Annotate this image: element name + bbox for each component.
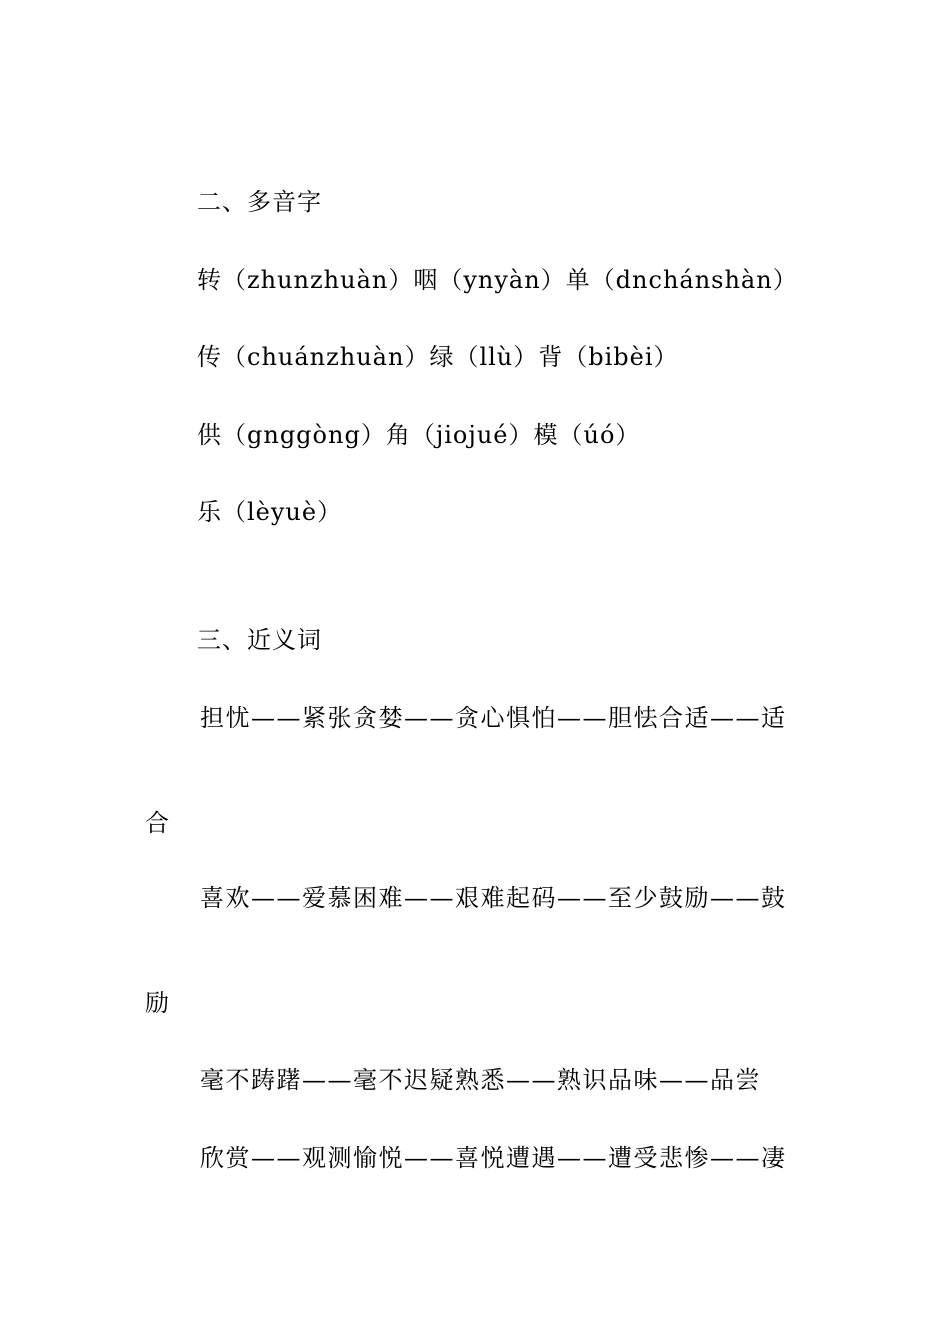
- synonym-line-wrap: 励: [145, 989, 170, 1017]
- section-heading-synonyms: 三、近义词: [197, 626, 322, 654]
- polyphone-line: 供（gnggòng）角（jiojué）模（úó）: [197, 421, 641, 449]
- synonym-line: 欣赏——观测愉悦——喜悦遭遇——遭受悲惨——凄: [200, 1144, 787, 1172]
- synonym-line-wrap: 合: [145, 809, 170, 837]
- synonym-line: 毫不踌躇——毫不迟疑熟悉——熟识品味——品尝: [200, 1066, 761, 1094]
- polyphone-line: 传（chuánzhuàn）绿（llù）背（bibèi）: [197, 343, 679, 371]
- section-heading-polyphones: 二、多音字: [197, 188, 322, 216]
- synonym-line: 喜欢——爱慕困难——艰难起码——至少鼓励——鼓: [200, 884, 787, 912]
- synonym-line: 担忧——紧张贪婪——贪心惧怕——胆怯合适——适: [200, 704, 787, 732]
- polyphone-line: 转（zhunzhuàn）咽（ynyàn）单（dnchánshàn）: [197, 266, 798, 294]
- polyphone-line: 乐（lèyuè）: [197, 498, 343, 526]
